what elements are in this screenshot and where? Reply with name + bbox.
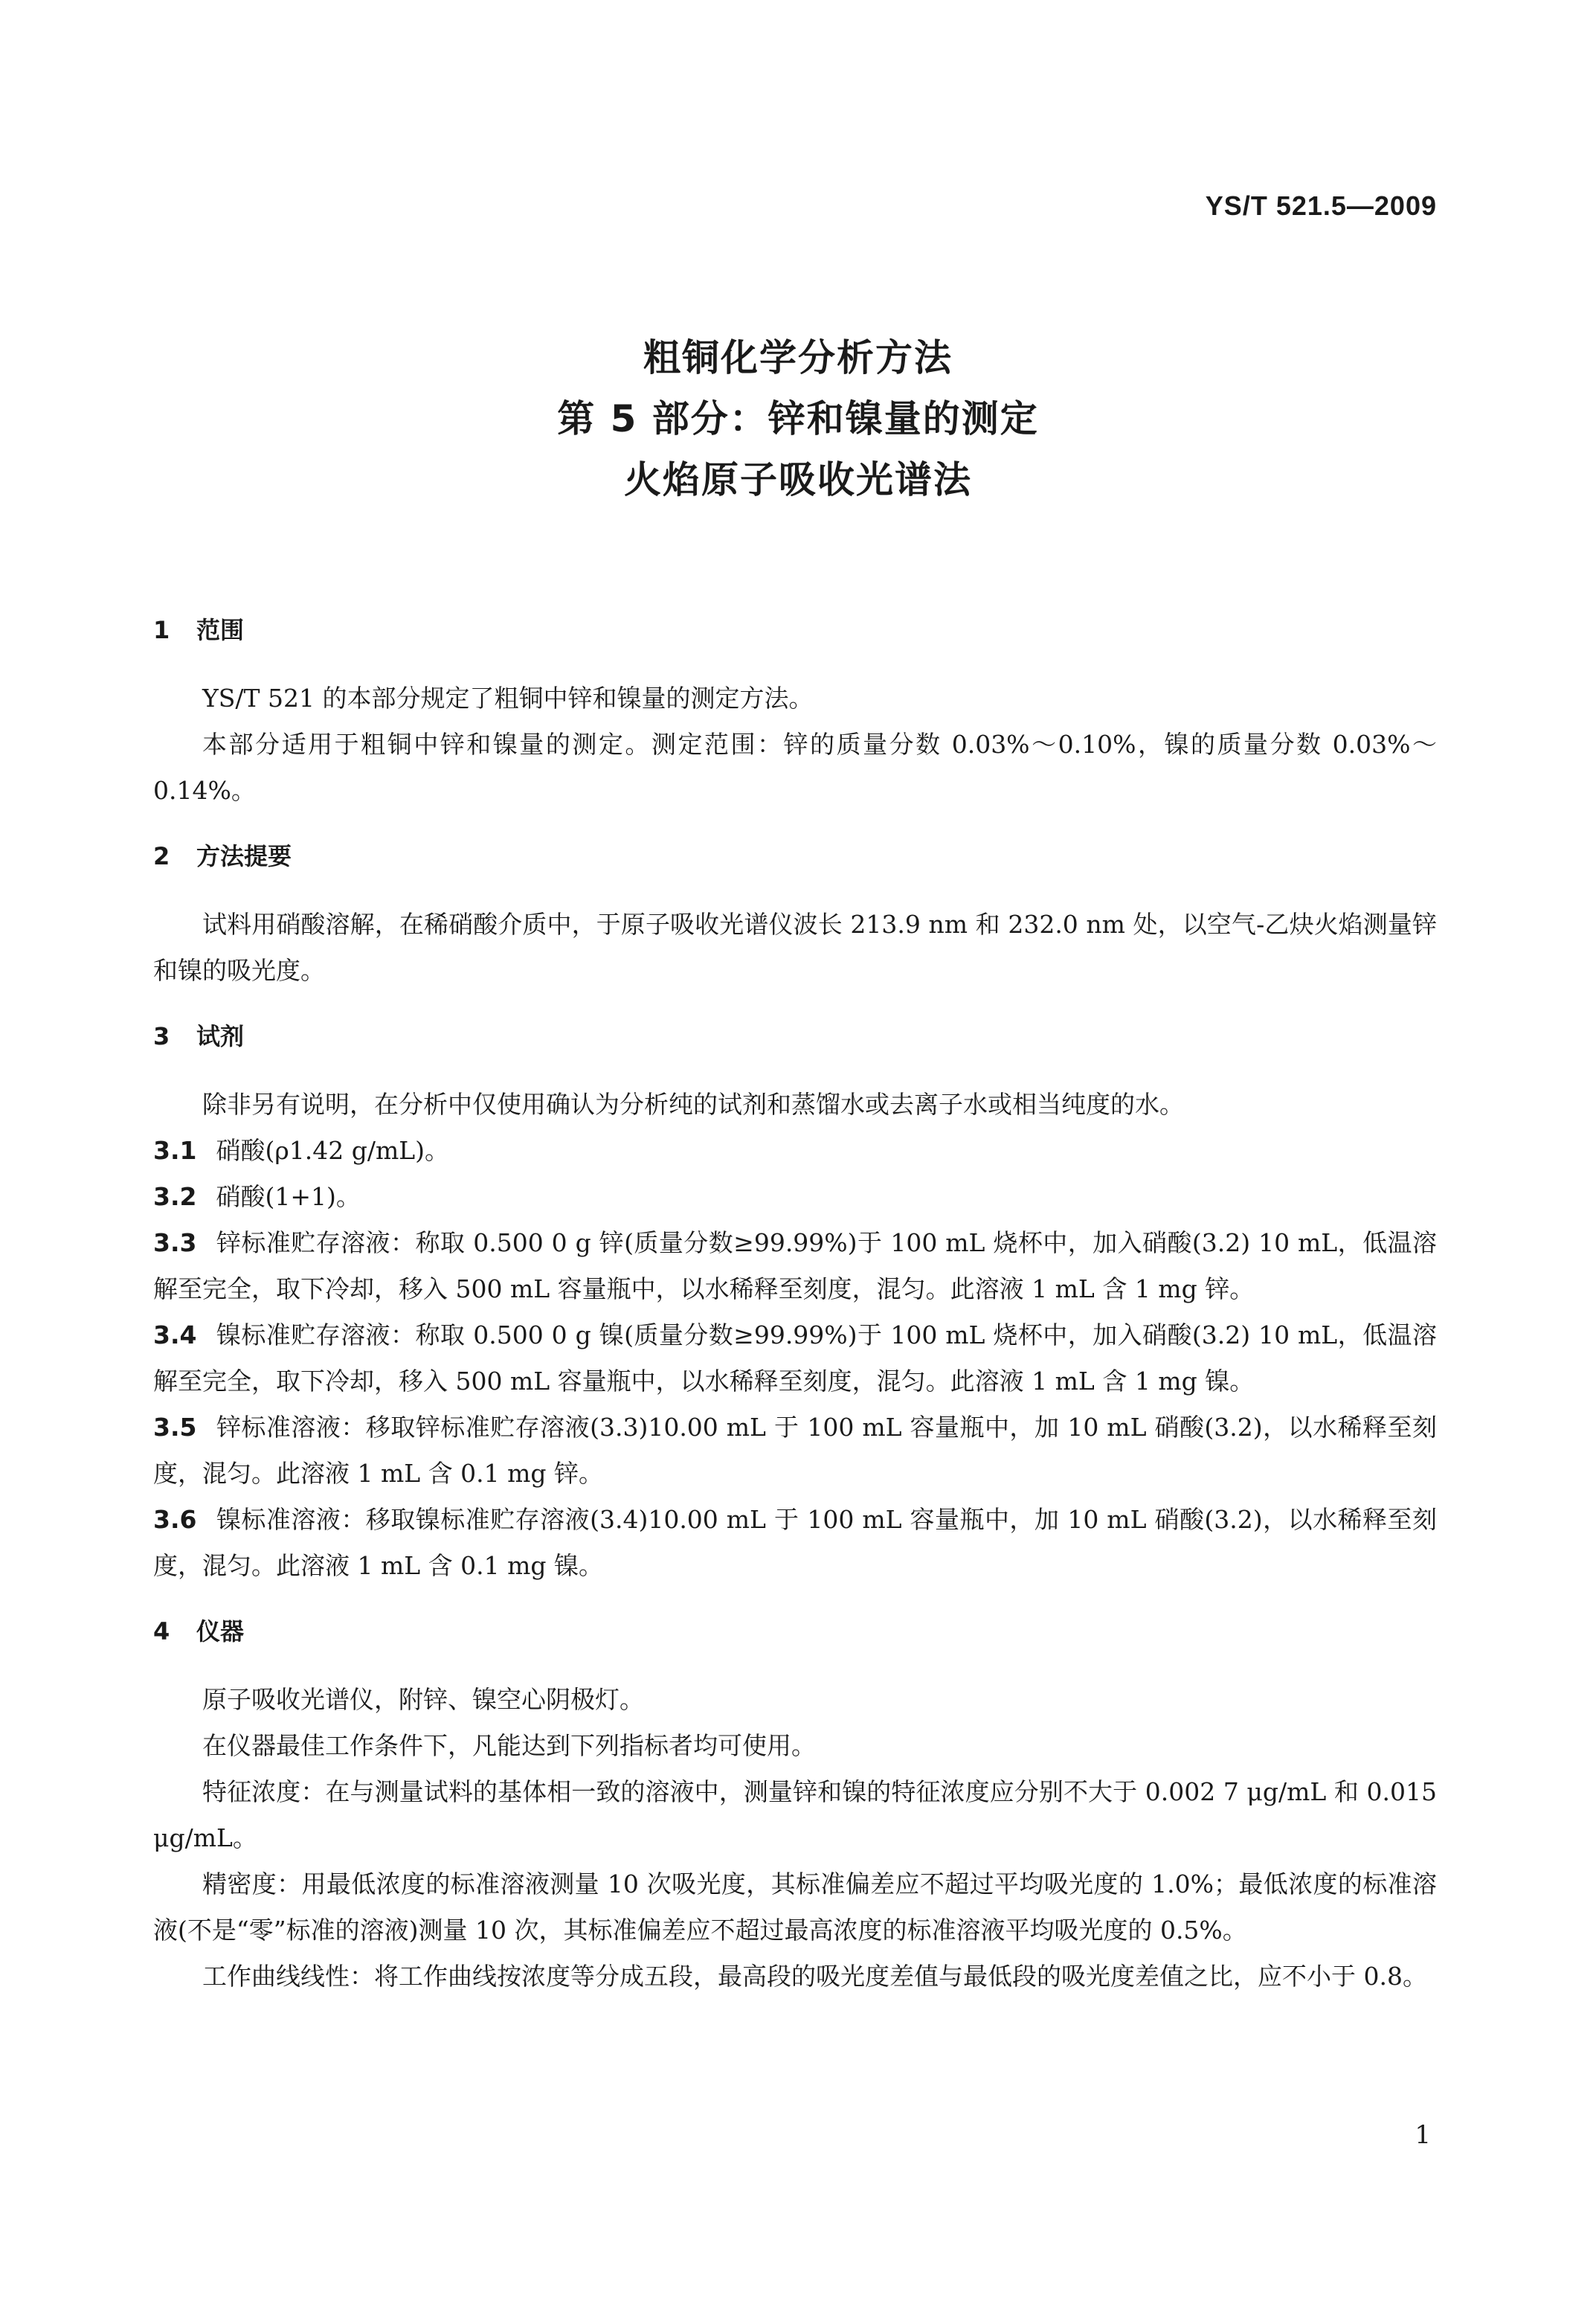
section-number: 3 [153,1022,170,1050]
document-body [153,588,1437,2000]
reagent-item [153,1220,1437,1312]
title-line-3: 火焰原子吸收光谱法 [624,458,972,501]
section-number: 1 [153,616,170,644]
item-number: 3.6 [153,1505,197,1534]
paragraph: 特征浓度：在与测量试料的基体相一致的溶液中，测量锌和镍的特征浓度应分别不大于 0.002 7 μg/mL 和 0.015 μg/mL。 [153,1777,1437,1852]
section-number: 2 [153,842,170,870]
paragraph: 本部分适用于粗铜中锌和镍量的测定。测定范围：锌的质量分数 0.03%～0.10%，镍的质量分数 0.03%～0.14%。 [153,730,1437,805]
paragraph: 试料用硝酸溶解，在稀硝酸介质中，于原子吸收光谱仪波长 213.9 nm 和 232.0 nm 处，以空气-乙炔火焰测量锌和镍的吸光度。 [153,910,1437,985]
title-line-1: 粗铜化学分析方法 [643,336,953,379]
item-text: 锌标准溶液：移取锌标准贮存溶液(3.3)10.00 mL 于 100 mL 容量瓶中，加 10 mL 硝酸(3.2)，以水稀释至刻度，混匀。此溶液 1 mL 含 0.1 mg 锌。 [153,1413,1437,1488]
section-heading-reagents [153,1013,1437,1059]
paragraph: 除非另有说明，在分析中仅使用确认为分析纯的试剂和蒸馏水或去离子水或相当纯度的水。 [202,1090,1184,1119]
page-number: 1 [1415,2120,1431,2150]
paragraph: YS/T 521 的本部分规定了粗铜中锌和镍量的测定方法。 [202,684,814,713]
section-number: 4 [153,1617,170,1646]
paragraph: 原子吸收光谱仪，附锌、镍空心阴极灯。 [202,1685,644,1714]
section-heading-apparatus [153,1608,1437,1654]
section-title: 范围 [196,616,245,644]
paragraph: 精密度：用最低浓度的标准溶液测量 10 次吸光度，其标准偏差应不超过平均吸光度的 1.0%；最低浓度的标准溶液(不是“零”标准的溶液)测量 10 次，其标准偏差应不超过最高浓度的标准溶液平均吸光度的 0.5%。 [153,1869,1437,1945]
item-text: 锌标准贮存溶液：称取 0.500 0 g 锌(质量分数≥99.99%)于 100 mL 烧杯中，加入硝酸(3.2) 10 mL，低温溶解至完全，取下冷却，移入 500 mL 容量瓶中，以水稀释至刻度，混匀。此溶液 1 mL 含 1 mg 锌。 [153,1228,1437,1303]
section-title: 方法提要 [196,842,292,870]
item-number: 3.3 [153,1228,197,1257]
paragraph: 在仪器最佳工作条件下，凡能达到下列指标者均可使用。 [202,1731,816,1760]
section-heading-scope [153,607,1437,653]
item-number: 3.1 [153,1136,197,1165]
title-line-2: 第 5 部分：锌和镍量的测定 [557,397,1039,440]
standard-code: YS/T 521.5—2009 [1205,190,1437,221]
reagent-item [153,1497,1437,1589]
item-text: 镍标准贮存溶液：称取 0.500 0 g 镍(质量分数≥99.99%)于 100 mL 烧杯中，加入硝酸(3.2) 10 mL，低温溶解至完全，取下冷却，移入 500 mL 容量瓶中，以水稀释至刻度，混匀。此溶液 1 mL 含 1 mg 镍。 [153,1320,1437,1396]
reagent-item [153,1174,1437,1220]
paragraph: 工作曲线线性：将工作曲线按浓度等分成五段，最高段的吸光度差值与最低段的吸光度差值之比，应不小于 0.8。 [202,1962,1427,1991]
item-number: 3.2 [153,1182,197,1211]
reagent-item [153,1405,1437,1497]
reagent-item [153,1128,1437,1174]
reagent-item [153,1312,1437,1405]
item-text: 硝酸(1+1)。 [216,1182,361,1211]
section-title: 仪器 [196,1617,245,1646]
item-number: 3.5 [153,1413,197,1442]
item-text: 镍标准溶液：移取镍标准贮存溶液(3.4)10.00 mL 于 100 mL 容量瓶中，加 10 mL 硝酸(3.2)，以水稀释至刻度，混匀。此溶液 1 mL 含 0.1 mg 镍。 [153,1505,1437,1580]
item-number: 3.4 [153,1320,197,1349]
section-title: 试剂 [196,1022,245,1050]
section-heading-principle [153,833,1437,879]
document-title [0,327,1596,510]
item-text: 硝酸(ρ1.42 g/mL)。 [216,1136,450,1165]
